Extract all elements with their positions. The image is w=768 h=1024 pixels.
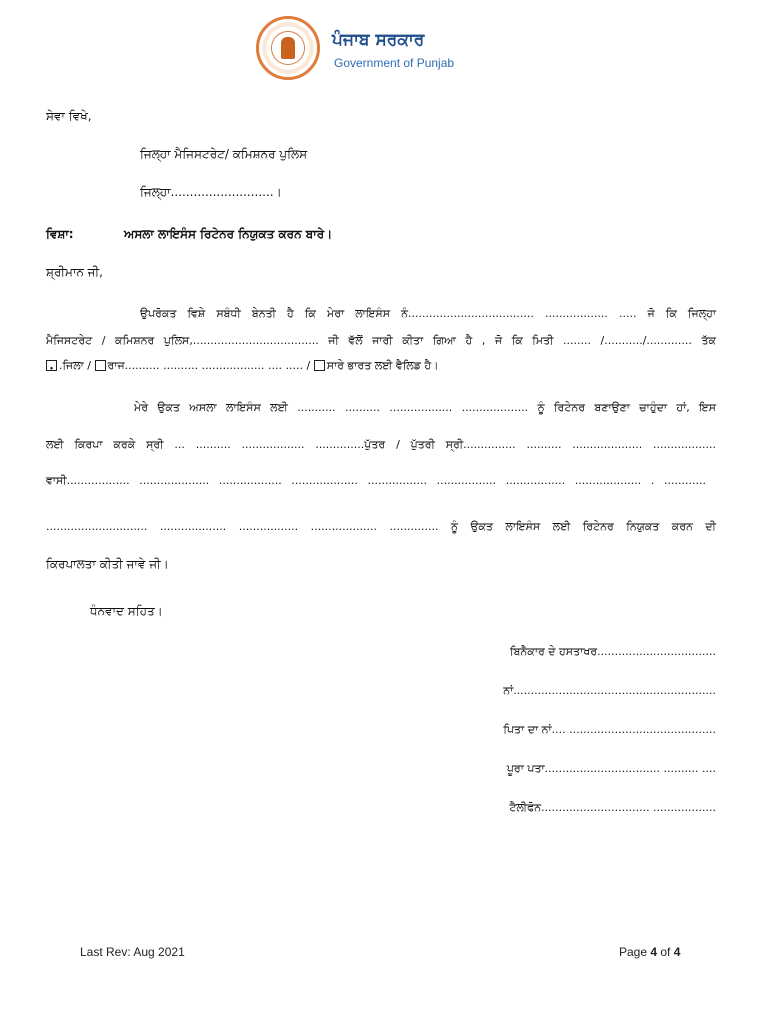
salutation-to: ਸੇਵਾ ਵਿਖੇ, bbox=[46, 109, 92, 123]
state-checkbox[interactable] bbox=[95, 360, 106, 371]
para1-line3 bbox=[46, 359, 439, 373]
subject-label: ਵਿਸ਼ਾ: bbox=[46, 227, 74, 241]
para2-line5: ਕਿਰਪਾਲਤਾ ਕੀਤੀ ਜਾਵੇ ਜੀ। bbox=[46, 557, 169, 571]
greeting: ਸ਼੍ਰੀਮਾਨ ਜੀ, bbox=[46, 265, 103, 279]
para2-line1: ਮੇਰੇ ਉਕਤ ਅਸਲਾ ਲਾਇਸੰਸ ਲਈ ........... .......... .................. ................... ਨੂੰ ਰਿਟੇਨਰ ਬਣਾਉਣਾ ਚਾਹੁੰਦਾ ਹਾਂ, ਇਸ bbox=[134, 401, 716, 414]
district-checkbox[interactable] bbox=[46, 360, 57, 371]
telephone-field: ਟੈਲੀਫੋਨ............................... .................. bbox=[509, 801, 716, 814]
brand-punjabi: ਪੰਜਾਬ ਸਰਕਾਰ bbox=[332, 30, 425, 50]
page-total: 4 bbox=[673, 945, 681, 959]
all-india-checkbox[interactable] bbox=[314, 360, 325, 371]
name-field: ਨਾਂ.......................................................... bbox=[503, 684, 716, 697]
para2-line2: ਲਈ ਕਿਰਪਾ ਕਰਕੇ ਸ੍ਰੀ ... .......... .................. ..............ਪੁੱਤਰ / ਪੁੱਤਰੀ ਸ੍ਰੀ............... .......... .................... .................. bbox=[46, 438, 716, 451]
district-option-label: .ਜਿਲਾ / bbox=[59, 359, 92, 372]
all-india-option-label: ਸਾਰੇ ਭਾਰਤ ਲਈ ਵੈਲਿਡ ਹੈ। bbox=[326, 359, 439, 372]
addressee: ਜਿਲ੍ਹਾ ਮੈਜਿਸਟਰੇਟ/ ਕਮਿਸ਼ਨਰ ਪੁਲਿਸ bbox=[140, 147, 308, 161]
page-prefix: Page bbox=[619, 945, 651, 959]
state-option-label: ਰਾਜ.......... .......... .................. .... ..... / bbox=[107, 359, 311, 372]
seal-emblem-ring bbox=[271, 31, 305, 65]
para1-line1: ਉਪਰੋਕਤ ਵਿਸ਼ੇ ਸਬੰਧੀ ਬੇਨਤੀ ਹੈ ਕਿ ਮੇਰਾ ਲਾਇਸੰਸ ਨੰ.................................... .................. ..... ਜੋ ਕਿ ਜਿਲ੍ਹਾ bbox=[140, 307, 716, 320]
thanks: ਧੰਨਵਾਦ ਸਹਿਤ। bbox=[90, 604, 163, 618]
punjab-seal-icon bbox=[256, 16, 320, 80]
page-current: 4 bbox=[650, 945, 658, 959]
father-name-field: ਪਿਤਾ ਦਾ ਨਾਂ.... .......................................... bbox=[503, 723, 716, 736]
page-of: of bbox=[657, 945, 674, 959]
page-number bbox=[619, 945, 680, 959]
brand-english: Government of Punjab bbox=[334, 56, 455, 70]
subject-text: ਅਸਲਾ ਲਾਇਸੰਸ ਰਿਟੇਨਰ ਨਿਯੁਕਤ ਕਰਨ ਬਾਰੇ। bbox=[124, 227, 333, 241]
para2-line4: ............................. ................... ................. ................... .............. ਨੂੰ ਉਕਤ ਲਾਇਸੰਸ ਲਈ ਰਿਟੇਨਰ ਨਿਯੁਕਤ ਕਰਨ ਦੀ bbox=[46, 520, 716, 533]
ashoka-emblem-icon bbox=[281, 37, 295, 59]
para1-line2: ਮੈਜਿਸਟਰੇਟ / ਕਮਿਸ਼ਨਰ ਪੁਲਿਸ,.................................... ਜੀ ਵੱਲੋਂ ਜਾਰੀ ਕੀਤਾ ਗਿਆ ਹੈ , ਜੋ ਕਿ ਮਿਤੀ ........ /.........../............. ਤੱਕ bbox=[46, 334, 716, 347]
full-address-field: ਪੂਰਾ ਪਤਾ................................. .......... .... bbox=[506, 762, 716, 775]
last-revision: Last Rev: Aug 2021 bbox=[80, 945, 185, 959]
signature-field: ਬਿਨੈਕਾਰ ਦੇ ਹਸਤਾਖਰ.................................. bbox=[510, 645, 716, 658]
para2-line3: ਵਾਸੀ.................. .................... .................. ................... ................. ................. ................. ................... . ............ bbox=[46, 474, 706, 487]
district-line: ਜਿਲ੍ਹਾ...........................। bbox=[140, 185, 282, 199]
